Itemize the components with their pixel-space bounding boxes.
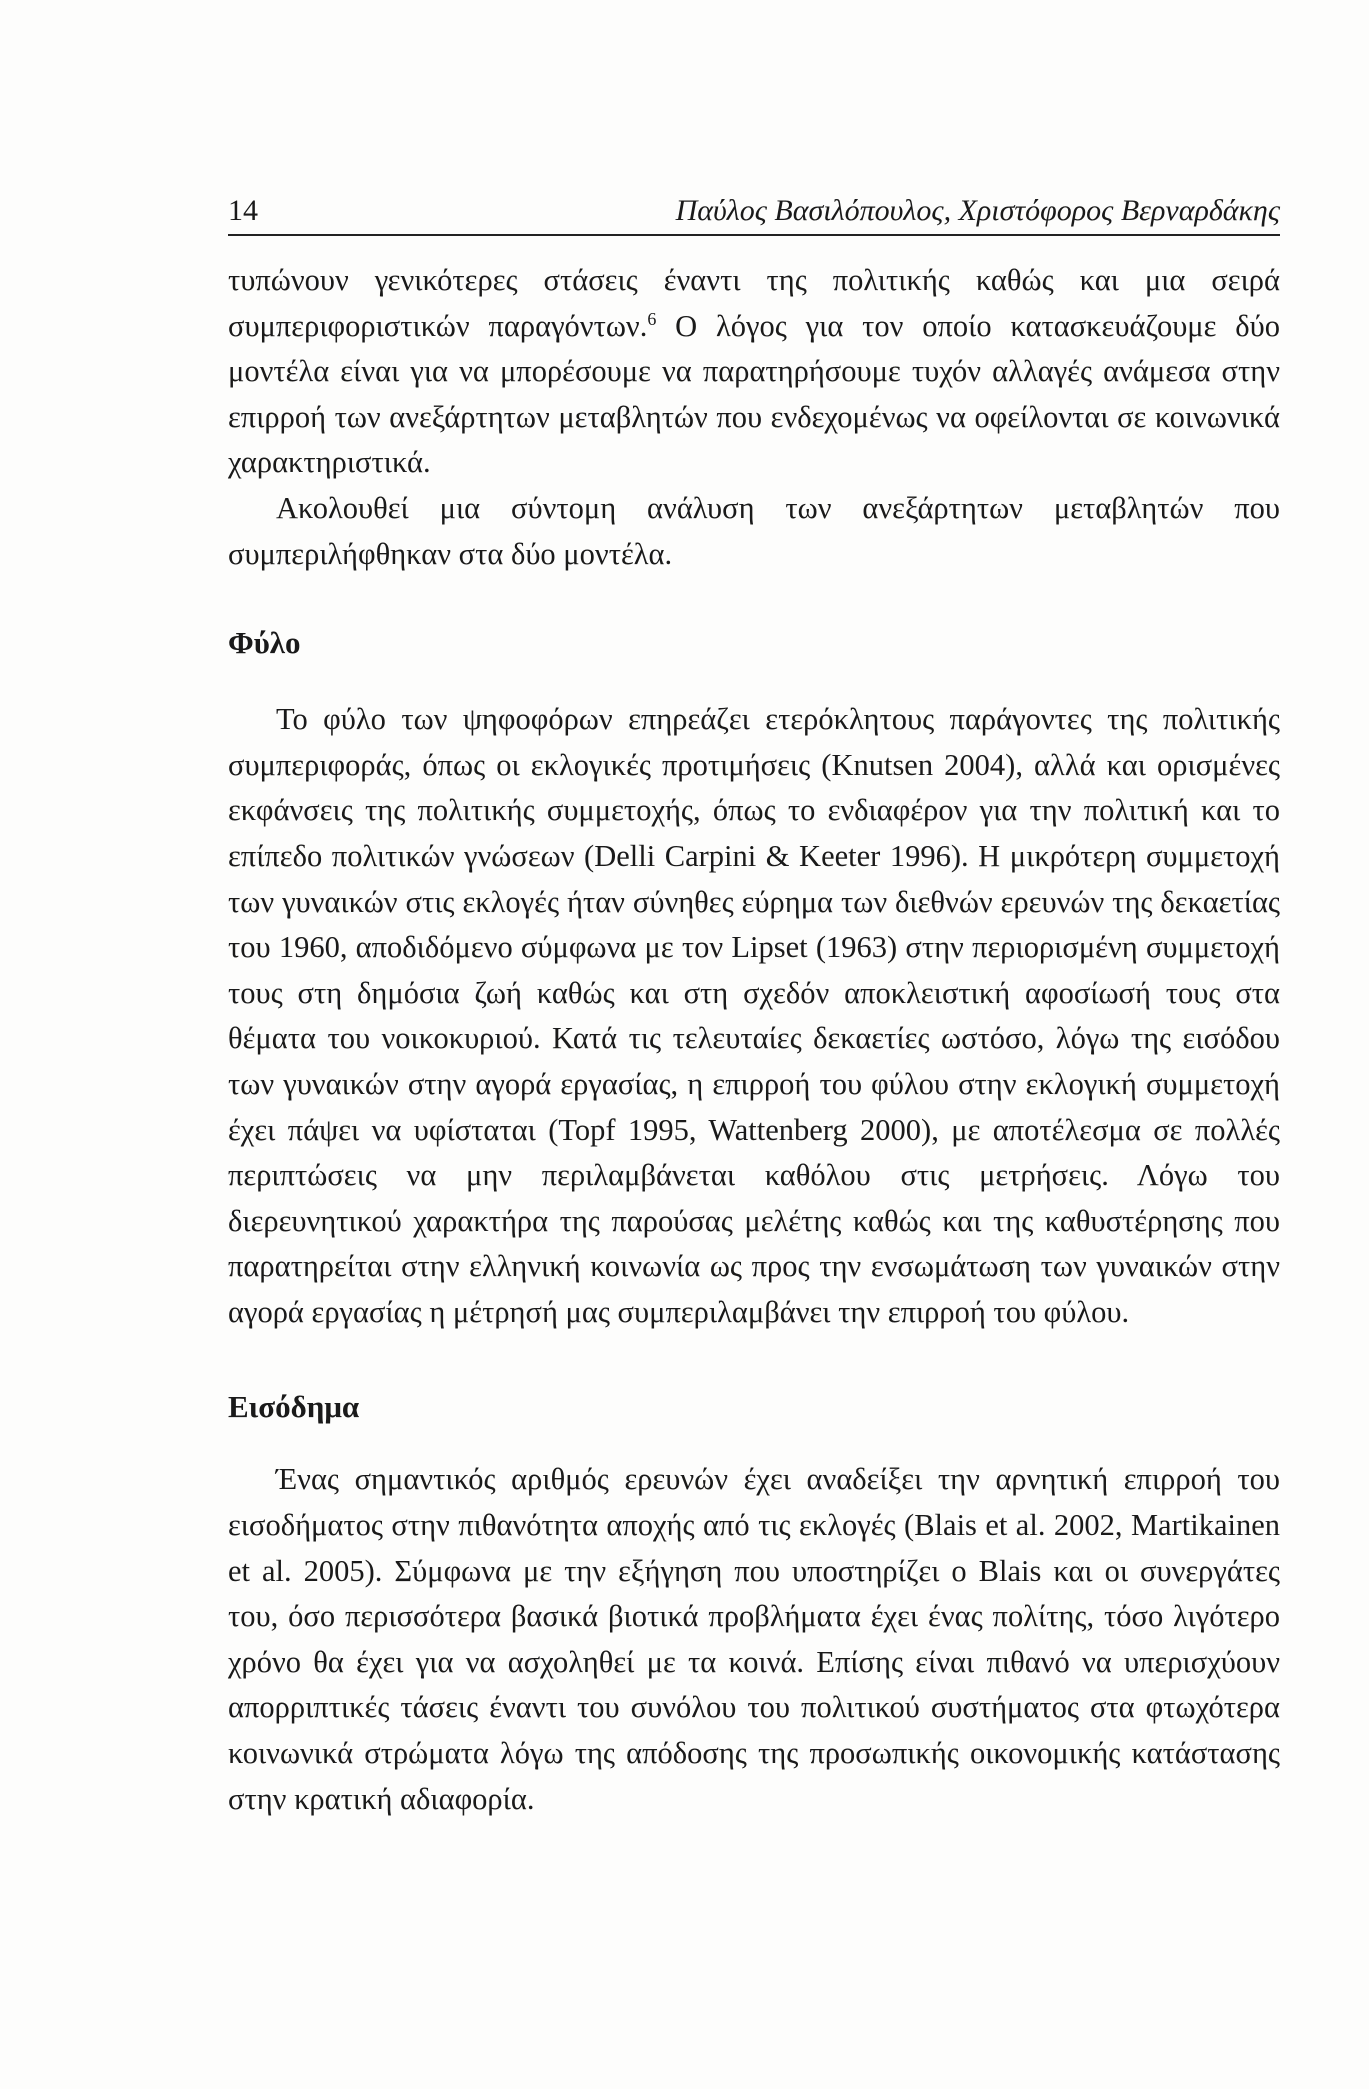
section-heading-income: Εισόδημα — [228, 1389, 360, 1425]
intro-text-after-footnote: Ο λόγος για τον οποίο κατασκευάζουμε δύο μοντέλα είναι για να μπορέσουμε να παρατηρήσουμε τυχόν αλλαγές ανάμεσα στην επιρροή των ανεξάρτητων μεταβλητών που ενδεχομένως να οφείλονται σε κοινωνικά χαρακτηριστικά. — [228, 308, 1280, 480]
running-head-authors: Παύλος Βασιλόπουλος, Χριστόφορος Βερναρδάκης — [675, 194, 1280, 227]
intro-paragraph-variables: Ακολουθεί μια σύντομη ανάλυση των ανεξάρτητων μεταβλητών που συμπεριλήφθηκαν στα δύο μοντέλα. — [228, 490, 1280, 571]
page-header — [228, 188, 1280, 236]
gender-paragraph: Το φύλο των ψηφοφόρων επηρεάζει ετερόκλητους παράγοντες της πολιτικής συμπεριφοράς, όπως οι εκλογικές προτιμήσεις (Knutsen 2004), αλλά και ορισμένες εκφάνσεις της πολιτικής συμμετοχής, όπως το ενδιαφέρον για την πολιτική και το επίπεδο πολιτικών γνώσεων (Delli Carpini & Keeter 1996). Η μικρότερη συμμετοχή των γυναικών στις εκλογές ήταν σύνηθες εύρημα των διεθνών ερευνών της δεκαετίας του 1960, αποδιδόμενο σύμφωνα με τον Lipset (1963) στην περιορισμένη συμμετοχή τους στη δημόσια ζωή καθώς και στη σχεδόν αποκλειστική αφοσίωσή τους στα θέματα του νοικοκυριού. Κατά τις τελευταίες δεκαετίες ωστόσο, λόγω της εισόδου των γυναικών στην αγορά εργασίας, η επιρροή του φύλου στην εκλογική συμμετοχή έχει πάψει να υφίσταται (Topf 1995, Wattenberg 2000), με αποτέλεσμα σε πολλές περιπτώσεις να μην περιλαμβάνεται καθόλου στις μετρήσεις. Λόγω του διερευνητικού χαρακτήρα της παρούσας μελέτης καθώς και της καθυστέρησης που παρατηρείται στην ελληνική κοινωνία ως προς την ενσωμάτωση των γυναικών στην αγορά εργασίας η μέτρησή μας συμπεριλαμβάνει την επιρροή του φύλου. — [228, 702, 1280, 1329]
income-paragraph: Ένας σημαντικός αριθμός ερευνών έχει αναδείξει την αρνητική επιρροή του εισοδήματος στην πιθανότητα αποχής από τις εκλογές (Blais et al. 2002, Martikainen et al. 2005). Σύμφωνα με την εξήγηση που υποστηρίζει ο Blais και οι συνεργάτες του, όσο περισσότερα βασικά βιοτικά προβλήματα έχει ένας πολίτης, τόσο λιγότερο χρόνο θα έχει για να ασχοληθεί με τα κοινά. Επίσης είναι πιθανό να υπερισχύουν απορριπτικές τάσεις έναντι του συνόλου του πολιτικού συστήματος στα φτωχότερα κοινωνικά στρώματα λόγω της απόδοσης της προσωπικής οικονομικής κατάστασης στην κρατική αδιαφορία. — [228, 1462, 1280, 1816]
page-body — [228, 258, 1280, 1822]
intro-text-before-footnote: τυπώνουν γενικότερες στάσεις έναντι της πολιτικής καθώς και μια σειρά συμπεριφοριστικών παραγόντων. — [228, 263, 1280, 343]
intro-paragraph-continued — [228, 258, 1280, 486]
section-heading-gender: Φύλο — [228, 625, 301, 661]
footnote-reference: 6 — [647, 308, 657, 329]
page-number: 14 — [228, 194, 258, 227]
